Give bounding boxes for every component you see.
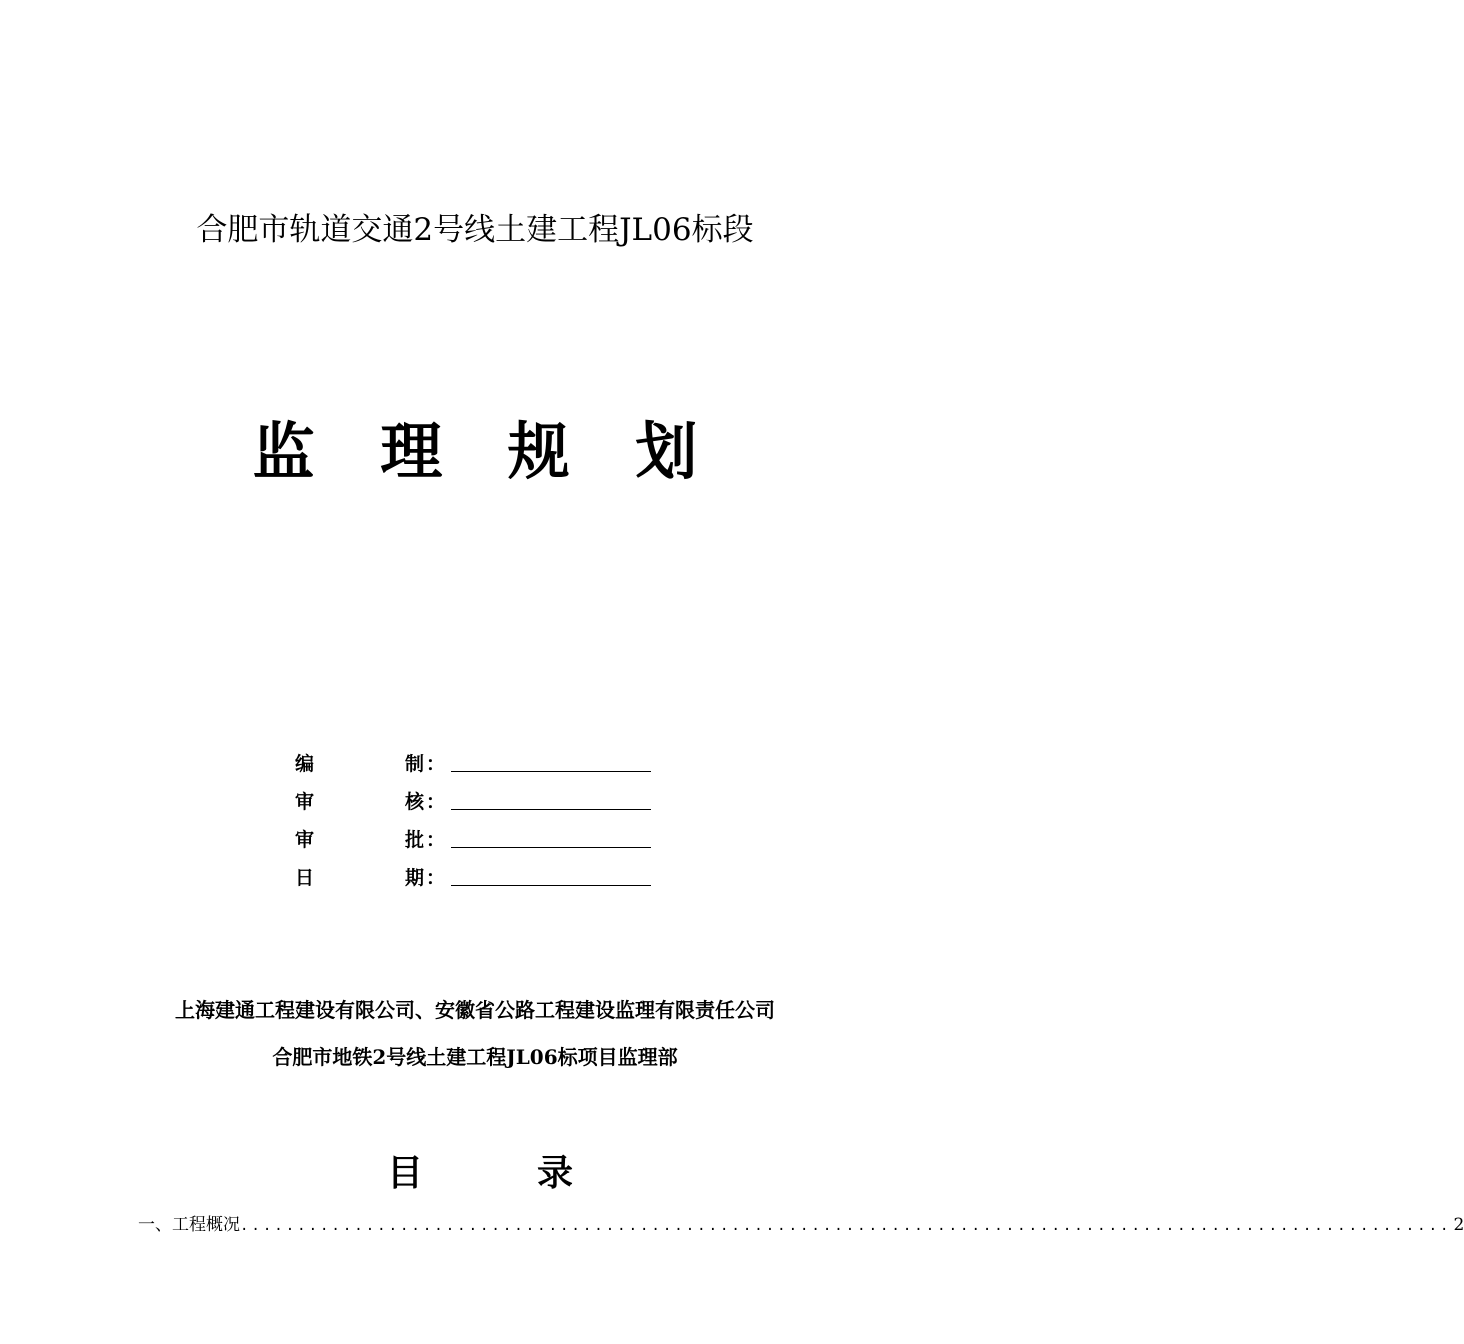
toc-title-char1: 目 bbox=[387, 1153, 424, 1194]
toc-entry[interactable] bbox=[138, 1210, 1464, 1235]
document-title: 监 理 规 划 bbox=[252, 415, 720, 488]
project-department-name: 合肥市地铁2号线土建工程JL06标项目监理部 bbox=[272, 1045, 678, 1069]
sign-blank-line[interactable] bbox=[451, 809, 651, 810]
toc-entry-label: 一、工程概况 bbox=[138, 1215, 240, 1235]
toc-entry-page: 2 bbox=[1453, 1215, 1464, 1235]
sign-label-colon: ： bbox=[426, 867, 446, 889]
sign-label-char2: 制 bbox=[405, 753, 425, 775]
sign-blank-line[interactable] bbox=[451, 885, 651, 886]
sign-label-colon: ： bbox=[426, 829, 446, 851]
sign-blank-line[interactable] bbox=[451, 771, 651, 772]
sign-row-compiled bbox=[293, 745, 673, 783]
sign-label-colon: ： bbox=[426, 791, 446, 813]
sign-label-char2: 期 bbox=[405, 867, 425, 889]
project-title: 合肥市轨道交通2号线土建工程JL06标段 bbox=[196, 212, 754, 248]
sign-label-char1: 审 bbox=[295, 791, 315, 813]
sign-label-char1: 审 bbox=[295, 829, 315, 851]
sign-label-colon: ： bbox=[426, 753, 446, 775]
toc-title-char2: 录 bbox=[537, 1153, 574, 1194]
signature-block bbox=[293, 745, 673, 897]
sign-blank-line[interactable] bbox=[451, 847, 651, 848]
organization-name: 上海建通工程建设有限公司、安徽省公路工程建设监理有限责任公司 bbox=[175, 998, 775, 1022]
sign-label-char1: 日 bbox=[295, 867, 315, 889]
toc-leader-dots: .......................................................................................................... bbox=[240, 1218, 1452, 1234]
sign-row-reviewed bbox=[293, 783, 673, 821]
sign-label-char1: 编 bbox=[295, 753, 315, 775]
sign-label-char2: 批 bbox=[405, 829, 425, 851]
sign-label-char2: 核 bbox=[405, 791, 425, 813]
sign-row-date bbox=[293, 859, 673, 897]
sign-row-approved bbox=[293, 821, 673, 859]
